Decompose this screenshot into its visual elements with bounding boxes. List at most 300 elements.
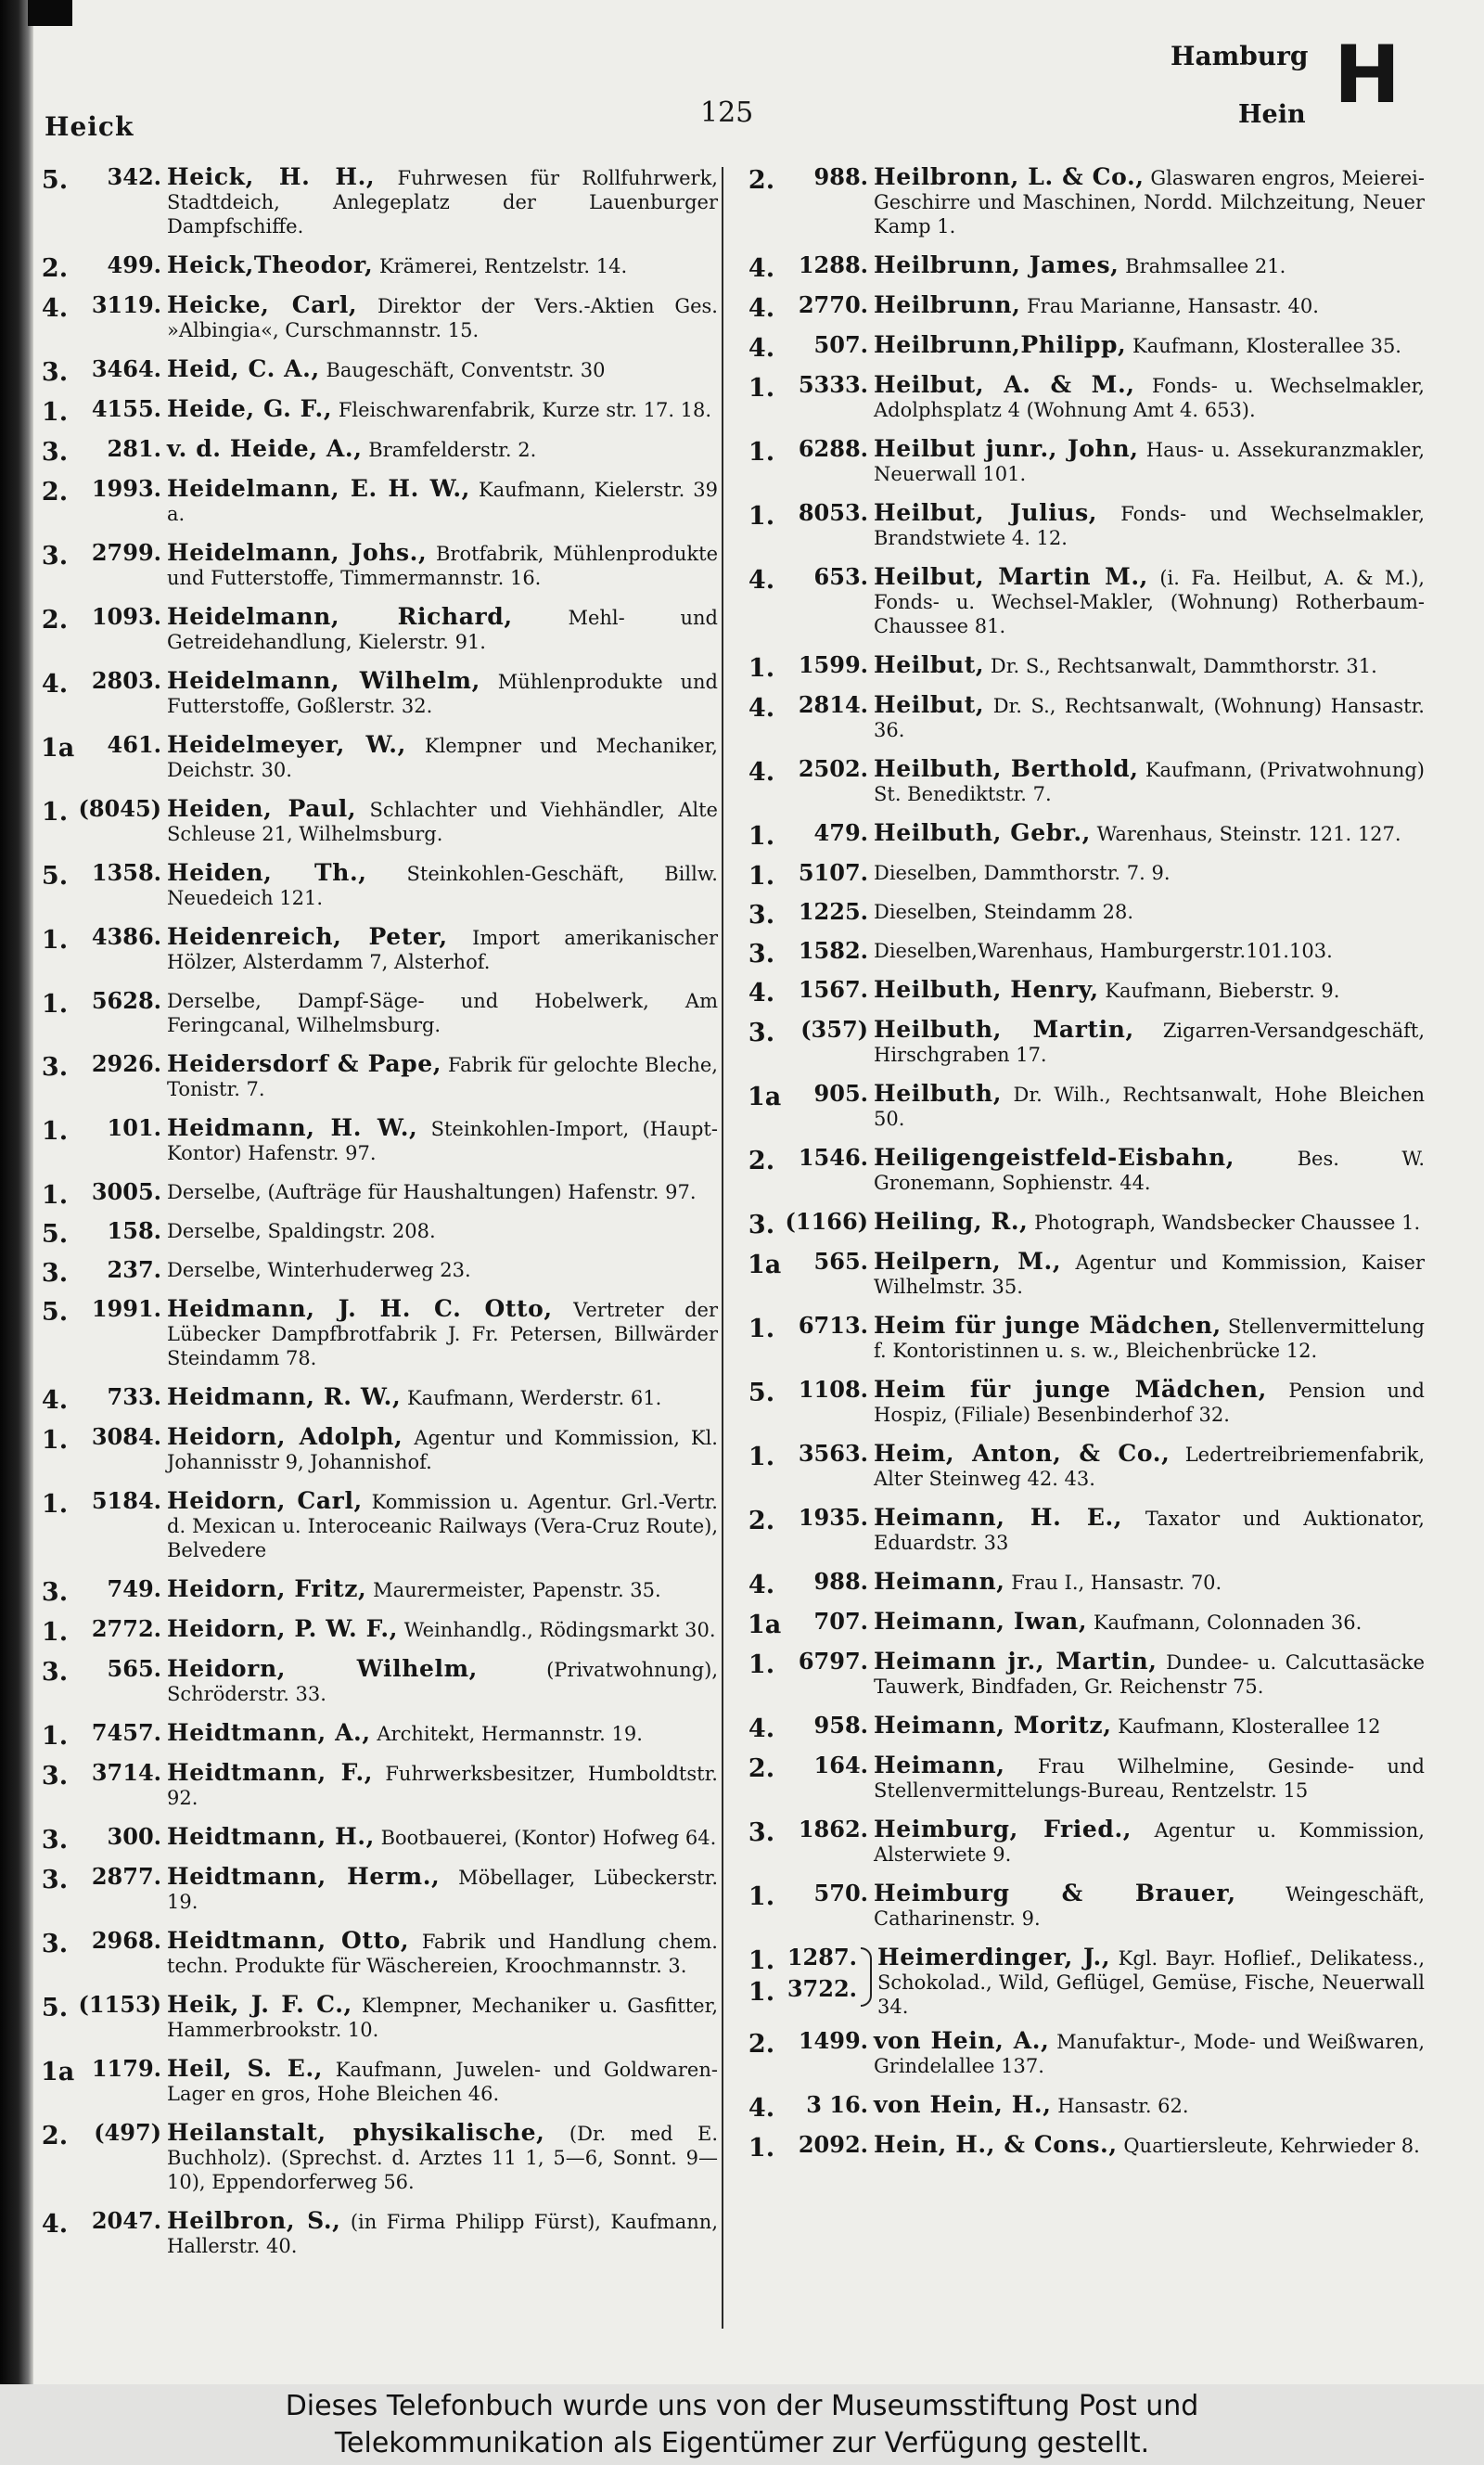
entry-district: 1. bbox=[41, 1490, 69, 1519]
directory-entry bbox=[748, 165, 1425, 238]
entry-details: Direktor der Vers.-Aktien Ges. »Albingia«, Curschmannstr. 15. bbox=[167, 295, 718, 341]
entry-phone-number: 507. bbox=[813, 331, 868, 358]
entry-name: Heil, S. E., bbox=[167, 2055, 324, 2082]
entry-phone-number: 3119. bbox=[91, 291, 161, 318]
directory-entry bbox=[41, 797, 718, 846]
entry-phone-number: 1108. bbox=[798, 1376, 868, 1403]
entry-phone-number: 300. bbox=[107, 1823, 161, 1850]
entry-details: Warenhaus, Steinstr. 121. 127. bbox=[1096, 823, 1401, 845]
entry-district: 1. bbox=[748, 1946, 775, 1975]
entry-district: 2. bbox=[748, 1754, 775, 1783]
directory-entry bbox=[41, 2057, 718, 2106]
entry-phone-number: 1582. bbox=[798, 937, 868, 964]
entry-details: Fuhrwesen für Rollfuhrwerk, Stadtdeich, Anlegeplatz der Lauenburger Dampfschiffe. bbox=[167, 167, 718, 238]
entry-district: 1a bbox=[41, 734, 75, 763]
entry-details: Möbellager, Lübeckerstr. 19. bbox=[167, 1867, 718, 1913]
entry-district: 1. bbox=[748, 654, 775, 683]
entry-phone-number: 570. bbox=[813, 1880, 868, 1907]
directory-entry bbox=[748, 1568, 1425, 1599]
right-column-entries bbox=[748, 165, 1425, 1931]
directory-entry bbox=[748, 1018, 1425, 1067]
entry-phone-number: 237. bbox=[107, 1256, 161, 1283]
directory-entry bbox=[41, 989, 718, 1037]
entry-phone-number: 5628. bbox=[91, 987, 161, 1014]
directory-entry bbox=[41, 395, 718, 427]
entry-phone-number: 1093. bbox=[91, 603, 161, 630]
entry-name: Heilbut, A. & M., bbox=[874, 371, 1135, 398]
directory-entry bbox=[748, 1817, 1425, 1867]
entry-name: Heimann, bbox=[874, 1752, 1005, 1778]
entry-details: Bramfelderstr. 2. bbox=[368, 439, 537, 461]
entry-district: 3. bbox=[748, 1211, 775, 1239]
entry-district: 1. bbox=[748, 1882, 775, 1911]
entry-name: Heidorn, Carl, bbox=[167, 1487, 363, 1514]
directory-entry bbox=[41, 1761, 718, 1810]
entry-district: 5. bbox=[41, 1298, 69, 1327]
entry-details: Fonds- u. Wechselmakler, Adolphsplatz 4 (Wohnung Amt 4. 653). bbox=[874, 375, 1425, 421]
entry-district: 1. bbox=[748, 502, 775, 531]
entry-name: Heiden, Paul, bbox=[167, 795, 357, 822]
entry-district: 4. bbox=[748, 254, 775, 283]
entry-district: 5. bbox=[41, 1994, 69, 2022]
directory-entry bbox=[41, 435, 718, 467]
entry-district: 3. bbox=[748, 901, 775, 930]
entry-details: Mehl- und Getreidehandlung, Kielerstr. 91. bbox=[167, 607, 718, 653]
entry-details: Mühlenprodukte und Futterstoffe, Goßlerstr. 32. bbox=[167, 671, 718, 717]
entry-phone-number: 3722. bbox=[787, 1975, 857, 2002]
directory-entry bbox=[748, 251, 1425, 283]
directory-entry bbox=[748, 437, 1425, 486]
entry-name: Heidtmann, H., bbox=[167, 1823, 375, 1850]
entry-phone-number: 1546. bbox=[798, 1144, 868, 1171]
entry-name: Heimburg & Brauer, bbox=[874, 1880, 1236, 1907]
entry-phone-number: 6797. bbox=[798, 1648, 868, 1675]
entry-district: 4. bbox=[748, 334, 775, 363]
entry-phone-number: 281. bbox=[107, 435, 161, 462]
directory-entry bbox=[41, 669, 718, 718]
entry-details: Kaufmann, Werderstr. 61. bbox=[406, 1387, 662, 1409]
entry-details: Kgl. Bayr. Hoflief., Delikatess., Schokolad., Wild, Geflügel, Gemüse, Fische, Neuerwall 34. bbox=[877, 1947, 1425, 2018]
entry-details: Baugeschäft, Conventstr. 30 bbox=[326, 359, 606, 381]
entry-name: Heilbron, S., bbox=[167, 2207, 341, 2234]
directory-entry bbox=[748, 1506, 1425, 1555]
entry-name: Heimann, H. E., bbox=[874, 1504, 1123, 1531]
directory-entry bbox=[41, 1116, 718, 1165]
directory-entry bbox=[748, 937, 1425, 969]
entry-name: Heilbuth, Henry, bbox=[874, 976, 1099, 1003]
entry-phone-number: (8045) bbox=[78, 795, 161, 822]
directory-entry bbox=[41, 2209, 718, 2258]
entry-district: 4. bbox=[748, 979, 775, 1008]
entry-details: Quartiersleute, Kehrwieder 8. bbox=[1123, 2135, 1420, 2157]
entry-district: 1. bbox=[41, 1181, 69, 1210]
entry-district: 1. bbox=[41, 990, 69, 1019]
directory-entry bbox=[41, 1575, 718, 1607]
entry-details: Maurermeister, Papenstr. 35. bbox=[373, 1579, 661, 1601]
directory-entry bbox=[748, 373, 1425, 422]
entry-details: Schlachter und Viehhändler, Alte Schleuse 21, Wilhelmsburg. bbox=[167, 799, 718, 845]
entry-district: 1. bbox=[748, 1978, 775, 2007]
entry-details: Derselbe, Dampf-Säge- und Hobelwerk, Am Feringcanal, Wilhelmsburg. bbox=[167, 990, 718, 1036]
entry-name: Heick,Theodor, bbox=[167, 251, 374, 278]
directory-entry bbox=[748, 1881, 1425, 1931]
entry-phone-number: 3084. bbox=[91, 1423, 161, 1450]
entry-details: Klempner und Mechaniker, Deichstr. 30. bbox=[167, 735, 718, 781]
directory-entry bbox=[41, 541, 718, 590]
directory-entry bbox=[41, 251, 718, 283]
entry-details: Stellenvermittelung f. Kontoristinnen u. s. w., Bleichenbrücke 12. bbox=[874, 1316, 1425, 1362]
entry-phone-number: 7457. bbox=[91, 1719, 161, 1746]
entry-details: Fuhrwerksbesitzer, Humboldtstr. 92. bbox=[167, 1763, 718, 1809]
entry-district: 2. bbox=[41, 254, 69, 283]
entry-phone-number: 1993. bbox=[91, 475, 161, 502]
entry-phone-number: 6288. bbox=[798, 435, 868, 462]
entry-details: Brotfabrik, Mühlenprodukte und Futterstoffe, Timmermannstr. 16. bbox=[167, 543, 718, 589]
entry-district: 1. bbox=[748, 1443, 775, 1471]
directory-entry bbox=[748, 501, 1425, 550]
entry-phone-number: 565. bbox=[107, 1655, 161, 1682]
entry-district: 2. bbox=[41, 2122, 69, 2150]
entry-name: Heiling, R., bbox=[874, 1208, 1029, 1235]
entry-district: 1. bbox=[41, 798, 69, 827]
directory-entry bbox=[748, 1378, 1425, 1427]
directory-entry bbox=[748, 1650, 1425, 1699]
entry-phone-number: 2814. bbox=[798, 691, 868, 718]
entry-details: Vertreter der Lübecker Dampfbrotfabrik J. Fr. Petersen, Billwärder Steindamm 78. bbox=[167, 1299, 718, 1369]
column-divider bbox=[722, 167, 723, 2329]
directory-entry bbox=[41, 1615, 718, 1647]
directory-entry bbox=[748, 2131, 1425, 2163]
directory-entry bbox=[748, 1314, 1425, 1363]
entry-name: Heilbut junr., John, bbox=[874, 435, 1139, 462]
entry-phone-number: 1288. bbox=[798, 251, 868, 278]
entry-details: Manufaktur-, Mode- und Weißwaren, Grindelallee 137. bbox=[874, 2031, 1425, 2077]
entry-phone-number: 749. bbox=[107, 1575, 161, 1602]
entry-details: Dr. S., Rechtsanwalt, Dammthorstr. 31. bbox=[990, 655, 1377, 677]
directory-entry bbox=[748, 898, 1425, 930]
entry-details: Derselbe, Spaldingstr. 208. bbox=[167, 1220, 436, 1242]
book-binding-shadow bbox=[0, 0, 33, 2384]
entry-name: Heilbuth, Martin, bbox=[874, 1016, 1134, 1043]
entry-name: Heimann, Moritz, bbox=[874, 1712, 1112, 1739]
entry-details: Dieselben,Warenhaus, Hamburgerstr.101.103. bbox=[874, 940, 1333, 962]
entry-district: 2. bbox=[748, 1507, 775, 1535]
entry-name: Heiden, Th., bbox=[167, 859, 367, 886]
entry-phone-number: 707. bbox=[813, 1608, 868, 1635]
footer-line-2: Telekommunikation als Eigentümer zur Verfügung gestellt. bbox=[334, 2427, 1150, 2459]
entry-details: Agentur u. Kommission, Alsterwiete 9. bbox=[874, 1819, 1425, 1866]
directory-entry bbox=[41, 1993, 718, 2042]
entry-details: Kaufmann, (Privatwohnung) St. Benediktstr. 7. bbox=[874, 759, 1425, 805]
entry-details: Photograph, Wandsbecker Chaussee 1. bbox=[1034, 1212, 1421, 1234]
entry-phone-number: 2770. bbox=[798, 291, 868, 318]
entry-district: 1a bbox=[41, 2058, 75, 2086]
entry-details: Fabrik und Handlung chem. techn. Produkte für Wäschereien, Kroochmannstr. 3. bbox=[167, 1931, 718, 1977]
bracketed-entry bbox=[748, 1944, 1425, 2018]
directory-entry bbox=[41, 355, 718, 387]
entry-name: Heilbuth, Gebr., bbox=[874, 819, 1091, 846]
directory-entry bbox=[748, 859, 1425, 891]
entry-phone-number: 3563. bbox=[798, 1440, 868, 1467]
entry-phone-number: 5333. bbox=[798, 371, 868, 398]
directory-entry bbox=[41, 1489, 718, 1562]
entry-district: 1. bbox=[748, 1650, 775, 1679]
entry-phone-number: 4155. bbox=[91, 395, 161, 422]
entry-district: 4. bbox=[748, 758, 775, 787]
entry-details: Klempner, Mechaniker u. Gasfitter, Hammerbrookstr. 10. bbox=[167, 1995, 718, 2041]
entry-phone-number: 653. bbox=[813, 563, 868, 590]
entry-details: (i. Fa. Heilbut, A. & M.), Fonds- u. Wechsel-Makler, (Wohnung) Rotherbaum-Chaussee 81. bbox=[874, 567, 1425, 637]
entry-phone-number: (357) bbox=[800, 1016, 868, 1043]
entry-phone-number: 342. bbox=[107, 163, 161, 190]
entry-phone-number: 3 16. bbox=[806, 2091, 868, 2118]
footer-line-1: Dieses Telefonbuch wurde uns von der Museumsstiftung Post und bbox=[285, 2390, 1199, 2422]
entry-details: Bootbauerei, (Kontor) Hofweg 64. bbox=[380, 1827, 717, 1849]
entry-name: Heilbrunn, bbox=[874, 291, 1021, 318]
entry-phone-number: 958. bbox=[813, 1712, 868, 1739]
entry-details: Kaufmann, Colonnaden 36. bbox=[1093, 1611, 1362, 1634]
entry-details: Dundee- u. Calcuttasäcke Tauwerk, Bindfaden, Gr. Reichenstr 75. bbox=[874, 1651, 1426, 1698]
entry-phone-number: 2772. bbox=[91, 1615, 161, 1642]
directory-entry bbox=[41, 1823, 718, 1855]
corner-mark bbox=[28, 0, 72, 26]
entry-district: 3. bbox=[41, 358, 69, 387]
entry-details: Brahmsallee 21. bbox=[1125, 255, 1286, 277]
entry-phone-number: 101. bbox=[107, 1114, 161, 1141]
entry-name: Heidtmann, F., bbox=[167, 1759, 374, 1786]
entry-phone-number: 1225. bbox=[798, 898, 868, 925]
entry-details: (Privatwohnung), Schröderstr. 33. bbox=[167, 1659, 718, 1705]
entry-name: Heidelmann, Johs., bbox=[167, 539, 428, 566]
entry-details: Taxator und Auktionator, Eduardstr. 33 bbox=[874, 1508, 1425, 1554]
bracket-brace bbox=[861, 1947, 872, 2007]
entry-name: Heidmann, H. W., bbox=[167, 1114, 418, 1141]
entry-phone-number: 5107. bbox=[798, 859, 868, 886]
entry-details: Architekt, Hermannstr. 19. bbox=[377, 1723, 643, 1745]
entry-district: 3. bbox=[41, 1762, 69, 1791]
entry-details: Dieselben, Steindamm 28. bbox=[874, 901, 1134, 923]
entry-name: Heid, C. A., bbox=[167, 355, 320, 382]
directory-entry bbox=[41, 1178, 718, 1210]
directory-entry bbox=[41, 1297, 718, 1370]
directory-entry bbox=[748, 1146, 1425, 1195]
entry-name: Heidorn, P. W. F., bbox=[167, 1615, 399, 1642]
entry-district: 3. bbox=[41, 1658, 69, 1687]
entry-phone-number: 1599. bbox=[798, 651, 868, 678]
entry-phone-number: 1991. bbox=[91, 1295, 161, 1322]
directory-entry bbox=[748, 1082, 1425, 1131]
directory-entry bbox=[41, 477, 718, 526]
entry-name: Heidelmann, E. H. W., bbox=[167, 475, 470, 502]
entry-details: Kaufmann, Klosterallee 35. bbox=[1132, 335, 1401, 357]
entry-district: 4. bbox=[748, 1714, 775, 1743]
entry-name: Heidmann, J. H. C. Otto, bbox=[167, 1295, 553, 1322]
entry-name: Heidelmeyer, W., bbox=[167, 731, 406, 758]
header-section-letter: H bbox=[1334, 29, 1401, 122]
directory-entry bbox=[748, 757, 1425, 806]
directory-entry bbox=[41, 293, 718, 342]
directory-entry bbox=[41, 1052, 718, 1101]
entry-district: 2. bbox=[748, 1147, 775, 1175]
entry-details: Frau I., Hansastr. 70. bbox=[1011, 1572, 1222, 1594]
directory-entry bbox=[748, 565, 1425, 638]
entry-district: 4. bbox=[748, 294, 775, 323]
entry-phone-number: 6713. bbox=[798, 1312, 868, 1339]
directory-entry bbox=[41, 733, 718, 782]
directory-entry bbox=[41, 2121, 718, 2194]
entry-phone-number: (1153) bbox=[78, 1991, 161, 2018]
entry-name: Hein, H., & Cons., bbox=[874, 2131, 1118, 2158]
directory-entry bbox=[41, 1217, 718, 1249]
entry-district: 1. bbox=[41, 926, 69, 955]
entry-details: Hansastr. 62. bbox=[1057, 2095, 1189, 2117]
entry-details: Ledertreibriemenfabrik, Alter Steinweg 42. 43. bbox=[874, 1444, 1425, 1490]
entry-district: 4. bbox=[41, 1386, 69, 1415]
entry-details: Fleischwarenfabrik, Kurze str. 17. 18. bbox=[338, 399, 712, 421]
entry-details: Glaswaren engros, Meierei-Geschirre und Maschinen, Nordd. Milchzeitung, Neuer Kamp 1. bbox=[874, 167, 1425, 238]
directory-entry bbox=[748, 651, 1425, 683]
entry-name: Heim, Anton, & Co., bbox=[874, 1440, 1171, 1467]
entry-phone-number: 2877. bbox=[91, 1863, 161, 1890]
entry-phone-number: 499. bbox=[107, 251, 161, 278]
entry-phone-number: 479. bbox=[813, 819, 868, 846]
entry-name: Heilbrunn,Philipp, bbox=[874, 331, 1127, 358]
entry-district: 4. bbox=[41, 2210, 69, 2239]
directory-entry bbox=[748, 291, 1425, 323]
entry-text-block bbox=[877, 1945, 1425, 2019]
entry-name: Heim für junge Mädchen, bbox=[874, 1376, 1267, 1403]
entry-phone-number: (1166) bbox=[785, 1208, 868, 1235]
entry-phone-number: 1287. bbox=[787, 1944, 857, 1971]
entry-name: Heilpern, M., bbox=[874, 1248, 1062, 1275]
directory-entry bbox=[748, 693, 1425, 742]
entry-name: v. d. Heide, A., bbox=[167, 435, 363, 462]
entry-district: 3. bbox=[41, 1930, 69, 1958]
entry-district: 4. bbox=[748, 566, 775, 595]
directory-entry bbox=[41, 861, 718, 910]
entry-name: Heimann, bbox=[874, 1568, 1005, 1595]
directory-entry bbox=[748, 331, 1425, 363]
entry-phone-number: (497) bbox=[94, 2119, 161, 2146]
entry-name: Heimburg, Fried., bbox=[874, 1816, 1132, 1842]
entry-name: Heik, J. F. C., bbox=[167, 1991, 352, 2018]
directory-entry bbox=[748, 1442, 1425, 1491]
entry-phone-number: 2502. bbox=[798, 755, 868, 782]
right-column-tail-entries bbox=[748, 2027, 1425, 2163]
entry-name: Heidenreich, Peter, bbox=[167, 923, 448, 950]
entry-name: Heidmann, R. W., bbox=[167, 1383, 402, 1410]
entry-name: von Hein, A., bbox=[874, 2027, 1050, 2054]
entry-phone-number: 905. bbox=[813, 1080, 868, 1107]
entry-details: Steinkohlen-Import, (Haupt-Kontor) Hafenstr. 97. bbox=[167, 1118, 718, 1164]
entry-details: Kaufmann, Juwelen- und Goldwaren-Lager en gros, Hohe Bleichen 46. bbox=[167, 2059, 718, 2105]
entry-phone-number: 733. bbox=[107, 1383, 161, 1410]
entry-name: Heidelmann, Richard, bbox=[167, 603, 513, 630]
directory-entry bbox=[41, 1865, 718, 1914]
entry-district: 1. bbox=[41, 1722, 69, 1751]
header-first-entry-word: Heick bbox=[45, 111, 134, 142]
entry-district: 5. bbox=[748, 1379, 775, 1407]
entry-district: 4. bbox=[748, 2094, 775, 2123]
entry-details: Kommission u. Agentur. Grl.-Vertr. d. Mexican u. Interoceanic Railways (Vera-Cruz Route), Belvedere bbox=[167, 1491, 718, 1561]
entry-details: Fonds- und Wechselmakler, Brandstwiete 4. 12. bbox=[874, 503, 1425, 549]
entry-name: Heidorn, Wilhelm, bbox=[167, 1655, 478, 1682]
directory-entry bbox=[748, 2029, 1425, 2078]
directory-entry bbox=[748, 1208, 1425, 1239]
entry-district: 1a bbox=[748, 1251, 782, 1279]
entry-district: 2. bbox=[41, 606, 69, 635]
entry-details: Bes. W. Gronemann, Sophienstr. 44. bbox=[874, 1148, 1425, 1194]
entry-district: 1. bbox=[748, 822, 775, 851]
entry-phone-number: 4386. bbox=[91, 923, 161, 950]
entry-details: Dr. S., Rechtsanwalt, (Wohnung) Hansastr. 36. bbox=[874, 695, 1425, 741]
entry-name: Heilbrunn, James, bbox=[874, 251, 1119, 278]
entry-district: 3. bbox=[41, 1866, 69, 1894]
entry-phone-number: 2047. bbox=[91, 2207, 161, 2234]
entry-phone-number: 1179. bbox=[91, 2055, 161, 2082]
entry-details: Frau Wilhelmine, Gesinde- und Stellenvermittelungs-Bureau, Rentzelstr. 15 bbox=[874, 1755, 1425, 1802]
entry-district: 5. bbox=[41, 862, 69, 891]
entry-name: Heidelmann, Wilhelm, bbox=[167, 667, 480, 694]
directory-entry bbox=[41, 605, 718, 654]
directory-entry bbox=[748, 1712, 1425, 1743]
entry-district: 1. bbox=[41, 1426, 69, 1455]
entry-district: 3. bbox=[41, 1259, 69, 1288]
entry-phone-number: 158. bbox=[107, 1217, 161, 1244]
directory-entry bbox=[41, 1657, 718, 1706]
entry-details: Kaufmann, Bieberstr. 9. bbox=[1105, 980, 1340, 1002]
entry-name: Heilbut, Julius, bbox=[874, 499, 1098, 526]
entry-district: 1a bbox=[748, 1611, 782, 1639]
left-column bbox=[41, 165, 718, 2336]
directory-entry bbox=[41, 925, 718, 974]
entry-name: Heidtmann, A., bbox=[167, 1719, 371, 1746]
entry-phone-number: 2926. bbox=[91, 1050, 161, 1077]
entry-district: 2. bbox=[41, 478, 69, 507]
entry-name: Heick, H. H., bbox=[167, 163, 376, 190]
entry-district: 1. bbox=[748, 862, 775, 891]
entry-district: 2. bbox=[748, 2030, 775, 2059]
entry-phone-number: 2803. bbox=[91, 667, 161, 694]
entry-district: 3. bbox=[41, 1578, 69, 1607]
archive-footer bbox=[0, 2384, 1484, 2465]
entry-phone-number: 164. bbox=[813, 1752, 868, 1778]
directory-entry bbox=[41, 1383, 718, 1415]
directory-entry bbox=[748, 976, 1425, 1008]
entry-details: Haus- u. Assekuranzmakler, Neuerwall 101. bbox=[874, 439, 1425, 485]
entry-details: Dieselben, Dammthorstr. 7. 9. bbox=[874, 862, 1171, 884]
directory-entry bbox=[41, 1929, 718, 1978]
entry-name: Heimerdinger, J., bbox=[877, 1944, 1111, 1971]
entry-name: Heilanstalt, physikalische, bbox=[167, 2119, 545, 2146]
entry-name: Heilbut, Martin M., bbox=[874, 563, 1148, 590]
entry-name: Heilbuth, bbox=[874, 1080, 1003, 1107]
entry-details: Agentur und Kommission, Kl. Johannisstr 9, Johannishof. bbox=[167, 1427, 718, 1473]
entry-name: Heimann, Iwan, bbox=[874, 1608, 1088, 1635]
entry-name: Heidtmann, Otto, bbox=[167, 1927, 410, 1954]
entry-name: Heilbronn, L. & Co., bbox=[874, 163, 1145, 190]
entry-district: 3. bbox=[41, 1826, 69, 1855]
entry-phone-number: 988. bbox=[813, 1568, 868, 1595]
entry-name: Heidersdorf & Pape, bbox=[167, 1050, 442, 1077]
directory-entry bbox=[41, 1256, 718, 1288]
entry-phone-number: 2799. bbox=[91, 539, 161, 566]
directory-entry bbox=[748, 1608, 1425, 1639]
entry-details: Kaufmann, Kielerstr. 39 a. bbox=[167, 479, 718, 525]
directory-entry bbox=[41, 1425, 718, 1474]
entry-district: 4. bbox=[41, 670, 69, 699]
entry-name: Heim für junge Mädchen, bbox=[874, 1312, 1222, 1339]
